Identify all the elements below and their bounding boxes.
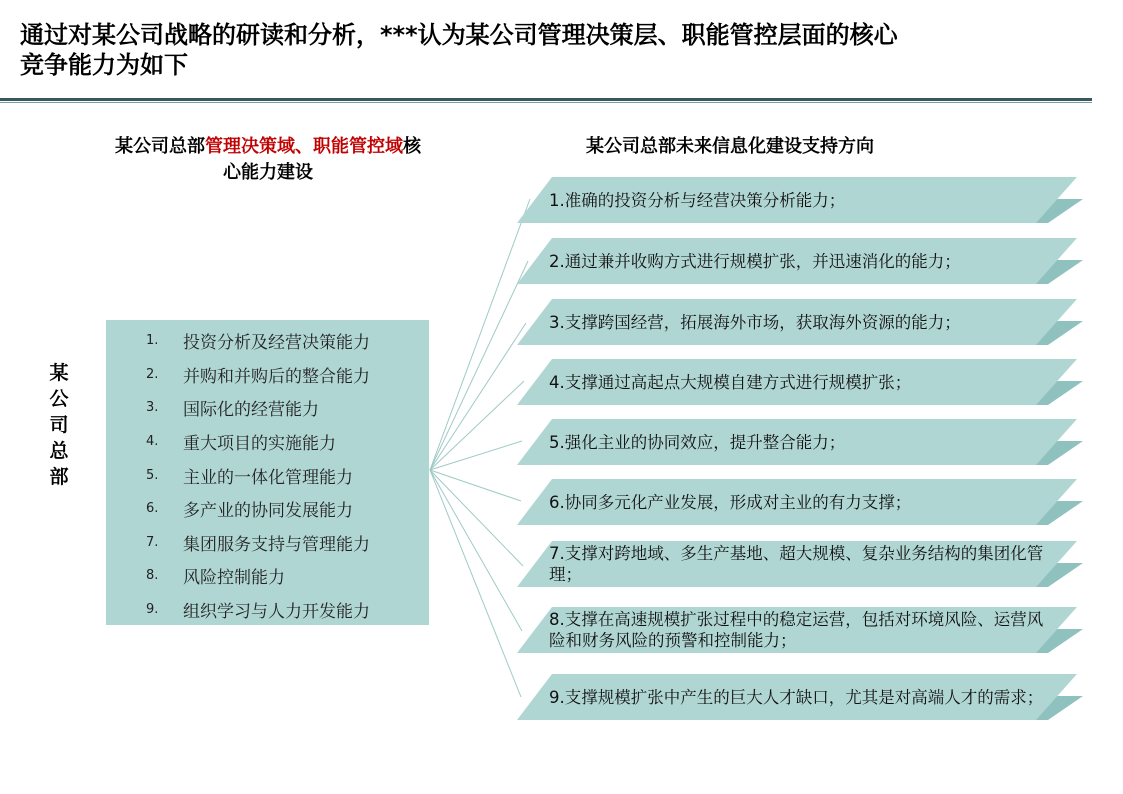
capability-number: 8. — [146, 568, 159, 584]
connector-line — [430, 381, 524, 470]
left-heading-part1: 某公司总部 — [115, 136, 205, 157]
direction-banner — [517, 419, 1083, 465]
capability-text: 风险控制能力 — [183, 568, 285, 589]
direction-banner — [517, 541, 1083, 587]
direction-text: 9.支撑规模扩张中产生的巨大人才缺口，尤其是对高端人才的需求； — [549, 687, 1044, 707]
capability-number: 4. — [146, 434, 159, 450]
connector-line — [430, 470, 521, 501]
vertical-char: 部 — [49, 466, 69, 488]
direction-banner — [517, 177, 1083, 223]
connector-line — [430, 199, 530, 470]
direction-text: 7.支撑对跨地域、多生产基地、超大规模、复杂业务结构的集团化管理； — [549, 544, 1044, 584]
direction-text: 3.支撑跨国经营，拓展海外市场，获取海外资源的能力； — [549, 312, 961, 332]
direction-text: 2.通过兼并收购方式进行规模扩张，并迅速消化的能力； — [549, 251, 961, 271]
capability-text: 组织学习与人力开发能力 — [183, 602, 370, 623]
vertical-char: 某 — [49, 362, 69, 384]
connector-line — [430, 441, 522, 470]
direction-banner — [517, 479, 1083, 525]
vertical-char: 总 — [49, 440, 69, 462]
direction-banner — [517, 607, 1083, 653]
direction-text: 5.强化主业的协同效应，提升整合能力； — [549, 432, 846, 452]
connector-line — [430, 261, 528, 470]
capability-text: 集团服务支持与管理能力 — [183, 534, 370, 555]
capability-number: 3. — [146, 400, 159, 416]
capability-number: 5. — [146, 467, 159, 483]
left-heading-highlight: 管理决策域、职能管控域 — [205, 136, 403, 157]
left-heading-part3: 核心能力建设 — [223, 136, 421, 183]
capability-number: 7. — [146, 534, 159, 550]
capability-number: 2. — [146, 366, 159, 382]
direction-banner — [517, 359, 1083, 405]
direction-text: 4.支撑通过高起点大规模自建方式进行规模扩张； — [549, 372, 912, 392]
capability-number: 9. — [146, 602, 159, 618]
capability-number: 6. — [146, 501, 159, 517]
direction-banner — [517, 674, 1083, 720]
connector-line — [430, 323, 526, 470]
page-title: 通过对某公司战略的研读和分析，***认为某公司管理决策层、职能管控层面的核心竞争能力为如下 — [20, 21, 898, 79]
connector-line — [430, 470, 521, 697]
capability-number: 1. — [146, 333, 159, 349]
capability-text: 投资分析及经营决策能力 — [183, 333, 370, 354]
capability-text: 并购和并购后的整合能力 — [183, 366, 370, 387]
capability-text: 国际化的经营能力 — [183, 400, 319, 421]
vertical-char: 公 — [49, 388, 69, 410]
right-heading: 某公司总部未来信息化建设支持方向 — [586, 136, 874, 157]
capability-text: 多产业的协同发展能力 — [183, 501, 353, 522]
direction-banner — [517, 299, 1083, 345]
direction-text: 1.准确的投资分析与经营决策分析能力； — [549, 190, 846, 210]
vertical-char: 司 — [49, 414, 69, 436]
capability-text: 重大项目的实施能力 — [183, 434, 336, 455]
direction-banner — [517, 238, 1083, 284]
direction-text: 6.协同多元化产业发展，形成对主业的有力支撑； — [549, 492, 912, 512]
capability-text: 主业的一体化管理能力 — [183, 467, 353, 488]
direction-text: 8.支撑在高速规模扩张过程中的稳定运营，包括对环境风险、运营风险和财务风险的预警和控制能力； — [549, 610, 1044, 650]
